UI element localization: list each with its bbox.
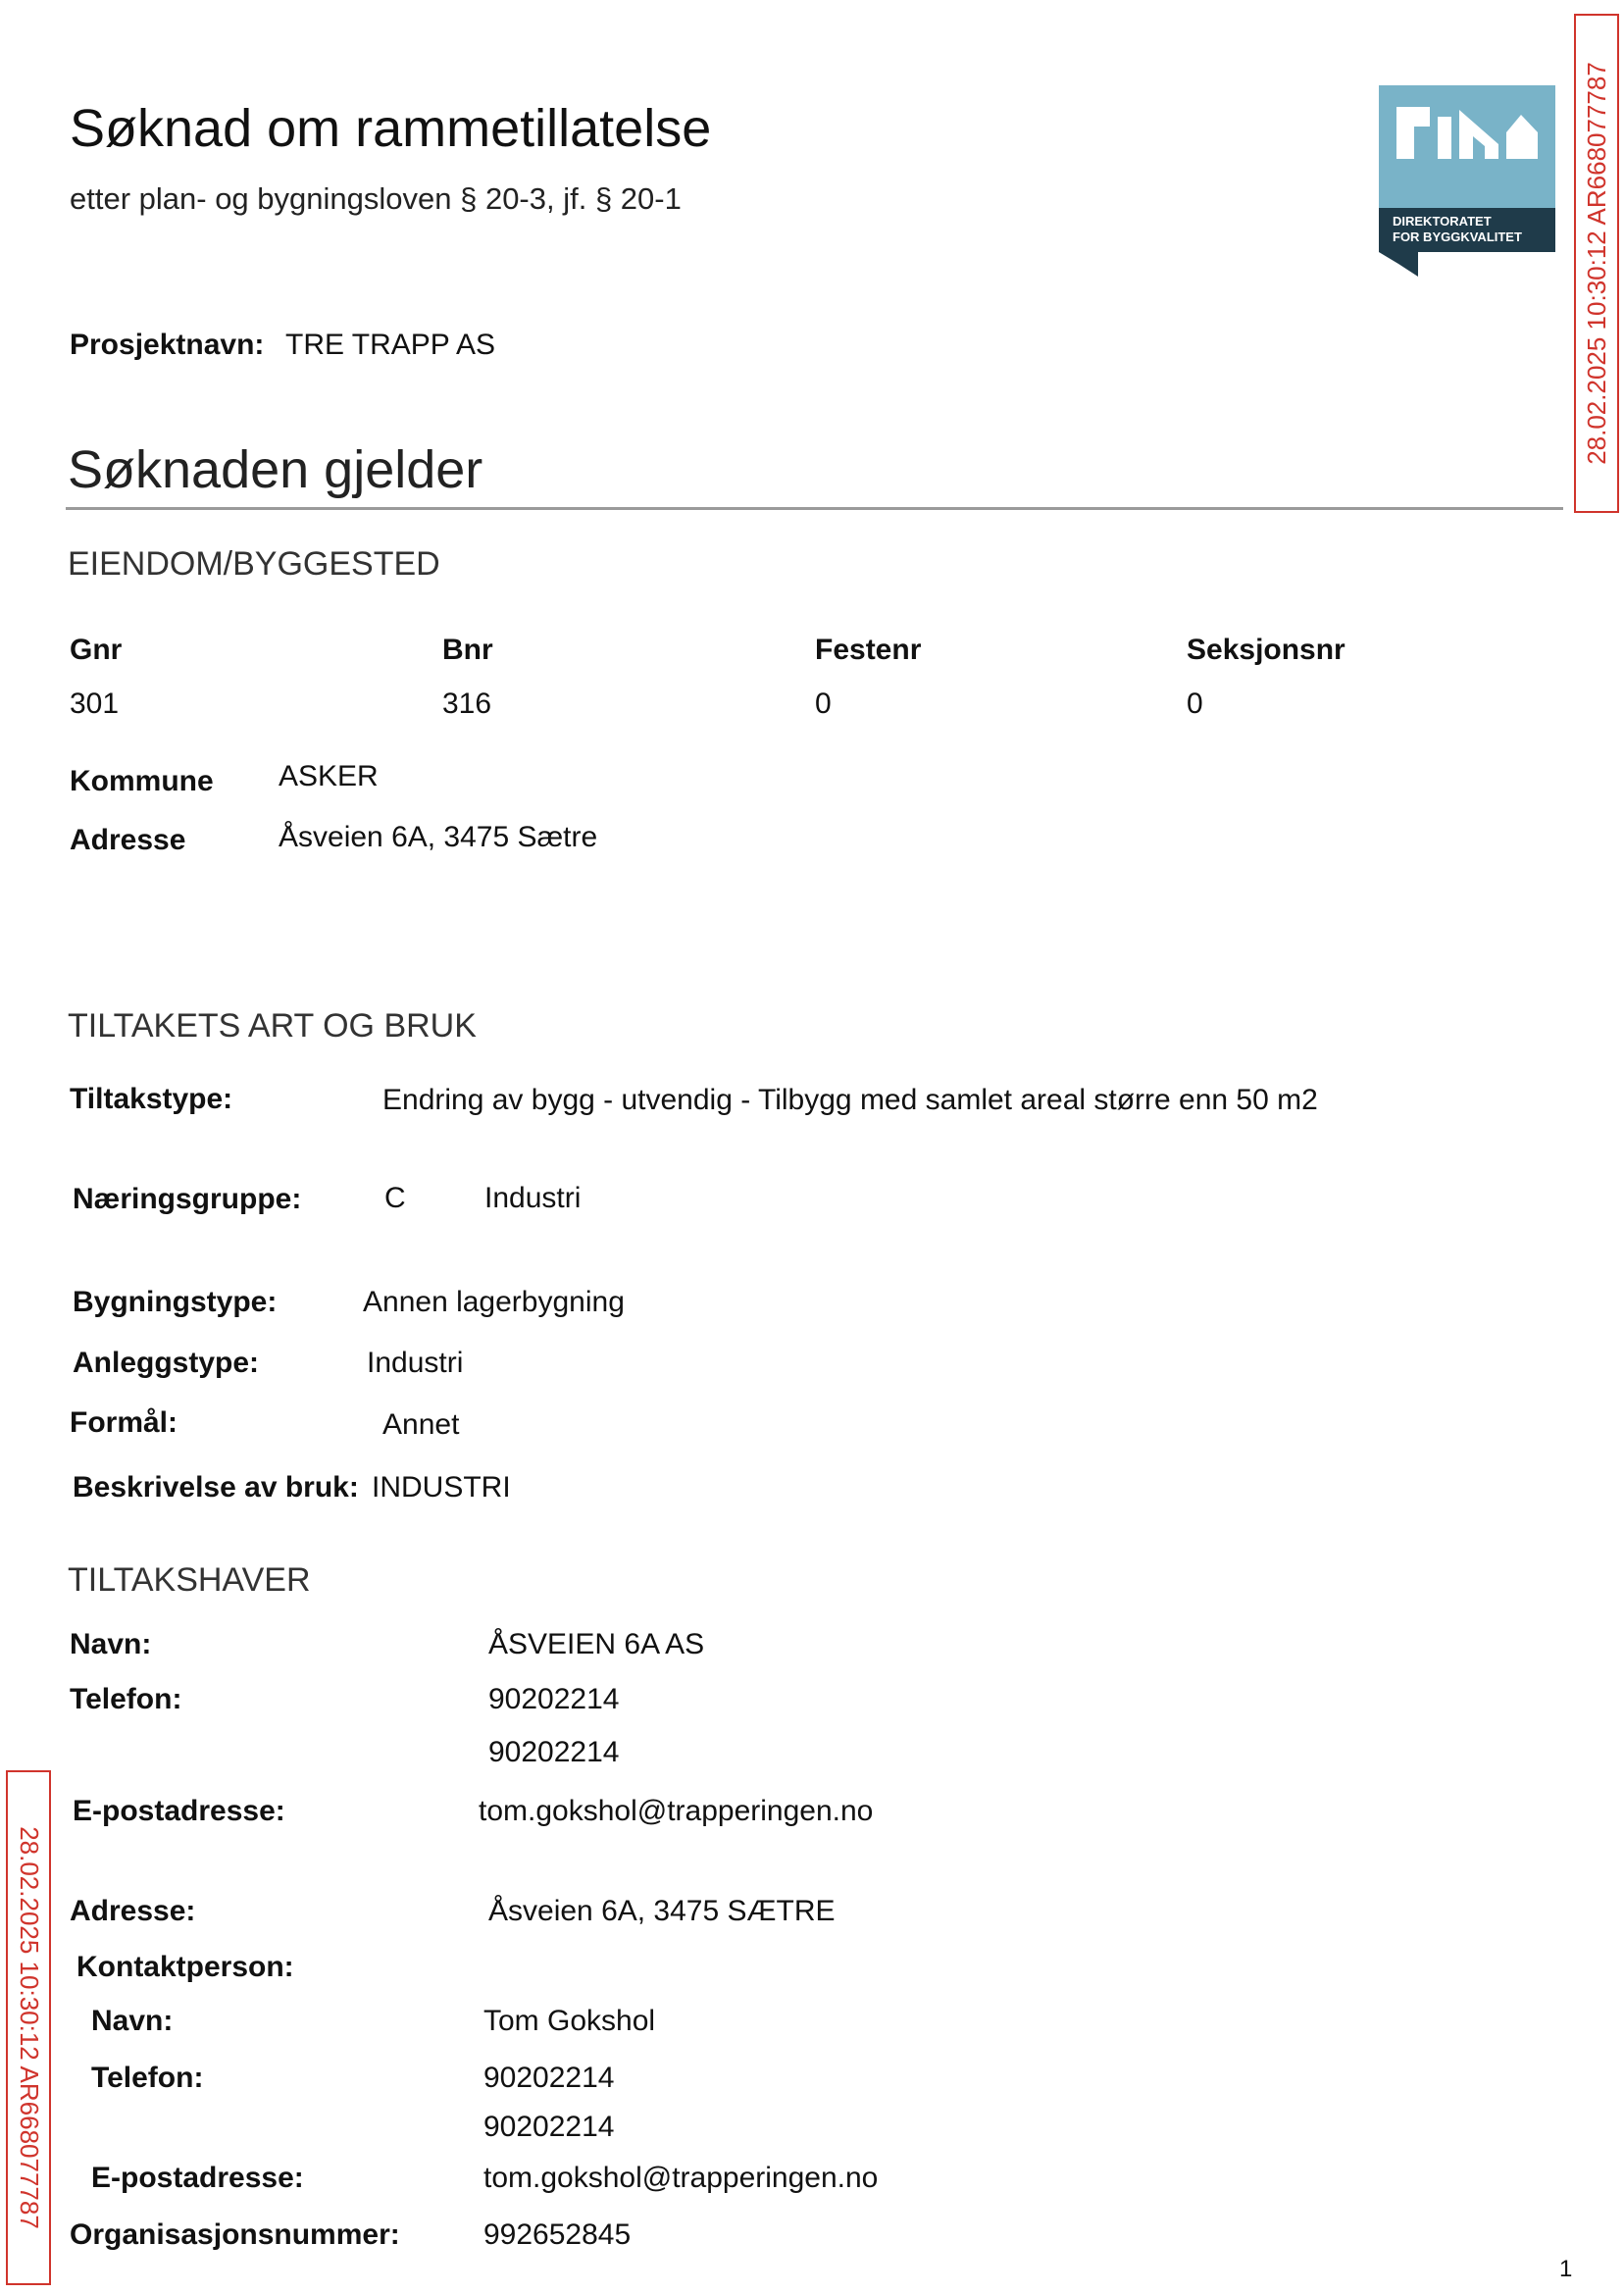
tiltakstype-label: Tiltakstype: [70, 1083, 233, 1115]
bygningstype-label: Bygningstype: [73, 1286, 278, 1318]
bygningstype-value: Annen lagerbygning [363, 1286, 625, 1318]
page-subtitle: etter plan- og bygningsloven § 20-3, jf. § 20-1 [70, 181, 682, 216]
kontakt-navn-value: Tom Gokshol [483, 2005, 656, 2037]
building-logo-icon [1379, 85, 1555, 277]
tiltakshaver-adresse-value: Åsveien 6A, 3475 SÆTRE [488, 1895, 836, 1927]
adresse-value: Åsveien 6A, 3475 Sætre [279, 821, 598, 853]
kontakt-epost-value: tom.gokshol@trapperingen.no [483, 2162, 879, 2194]
page-number: 1 [1559, 2256, 1573, 2282]
kontakt-telefon-label: Telefon: [91, 2062, 204, 2094]
orgnr-value: 992652845 [483, 2218, 632, 2251]
project-label: Prosjektnavn: [70, 329, 265, 361]
tiltakshaver-epost-value: tom.gokshol@trapperingen.no [479, 1795, 874, 1827]
gnr-label: Gnr [70, 634, 123, 666]
tiltakshaver-navn-label: Navn: [70, 1628, 152, 1660]
kontakt-navn-label: Navn: [91, 2005, 174, 2037]
beskrivelse-value: INDUSTRI [372, 1471, 511, 1504]
beskrivelse-label: Beskrivelse av bruk: [73, 1471, 359, 1504]
stamp-text: 28.02.2025 10:30:12 AR668077787 [14, 1826, 44, 2229]
anleggstype-value: Industri [367, 1347, 464, 1379]
tiltakshaver-telefon-2: 90202214 [488, 1736, 620, 1768]
festenr-value: 0 [815, 688, 832, 720]
dibk-logo [1379, 85, 1555, 277]
kommune-value: ASKER [279, 760, 379, 792]
tiltakshaver-navn-value: ÅSVEIEN 6A AS [488, 1628, 705, 1660]
seksjonsnr-label: Seksjonsnr [1187, 634, 1345, 666]
naeringsgruppe-label: Næringsgruppe: [73, 1183, 302, 1215]
adresse-label: Adresse [70, 824, 186, 856]
project-value: TRE TRAPP AS [285, 329, 495, 361]
page-title: Søknad om rammetillatelse [70, 99, 712, 158]
tiltakshaver-epost-label: E-postadresse: [73, 1795, 285, 1827]
tiltakshaver-adresse-label: Adresse: [70, 1895, 196, 1927]
bnr-value: 316 [442, 688, 492, 720]
stamp-text: 28.02.2025 10:30:12 AR668077787 [1581, 62, 1611, 465]
tiltakshaver-telefon-label: Telefon: [70, 1683, 182, 1715]
seksjonsnr-value: 0 [1187, 688, 1203, 720]
festenr-label: Festenr [815, 634, 922, 666]
tiltakshaver-telefon-1: 90202214 [488, 1683, 620, 1715]
tiltak-section-title: TILTAKETS ART OG BRUK [68, 1007, 477, 1045]
property-section-title: EIENDOM/BYGGESTED [68, 545, 440, 583]
kontakt-telefon-1: 90202214 [483, 2062, 615, 2094]
tiltakstype-value: Endring av bygg - utvendig - Tilbygg med samlet areal større enn 50 m2 [382, 1084, 1318, 1116]
section-divider [66, 507, 1563, 510]
orgnr-label: Organisasjonsnummer: [70, 2218, 400, 2251]
anleggstype-label: Anleggstype: [73, 1347, 260, 1379]
tiltakshaver-section-title: TILTAKSHAVER [68, 1561, 311, 1599]
logo-line1: DIREKTORATET [1393, 214, 1492, 229]
application-heading: Søknaden gjelder [68, 440, 483, 499]
gnr-value: 301 [70, 688, 120, 720]
bnr-label: Bnr [442, 634, 493, 666]
naeringsgruppe-code: C [384, 1182, 406, 1214]
timestamp-stamp-left [6, 1770, 51, 2285]
kommune-label: Kommune [70, 765, 214, 797]
logo-line2: FOR BYGGKVALITET [1393, 229, 1522, 244]
formal-value: Annet [382, 1408, 460, 1441]
timestamp-stamp-right [1574, 14, 1619, 513]
kontakt-epost-label: E-postadresse: [91, 2162, 304, 2194]
kontaktperson-label: Kontaktperson: [76, 1951, 294, 1983]
kontakt-telefon-2: 90202214 [483, 2111, 615, 2143]
formal-label: Formål: [70, 1406, 178, 1439]
naeringsgruppe-value: Industri [484, 1182, 582, 1214]
